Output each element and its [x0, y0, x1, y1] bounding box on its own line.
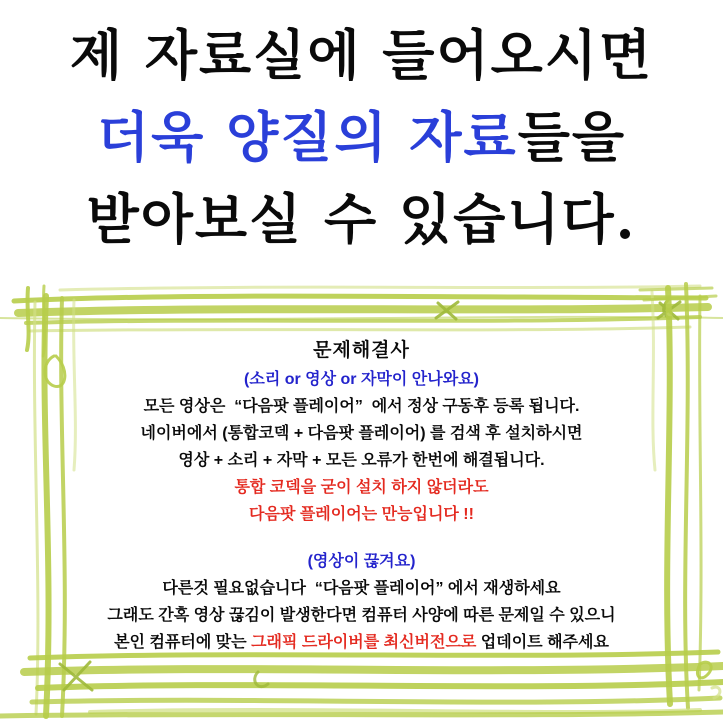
header-line-1: 제 자료실에 들어오시면	[69, 23, 654, 87]
header-line-2-black: 들을	[517, 105, 627, 169]
section2-last-line	[60, 629, 663, 656]
section-gap	[60, 528, 663, 548]
section2-subtitle: (영상이 끊겨요)	[307, 553, 416, 570]
header-line-2	[0, 96, 723, 178]
section2-line-1: 다른것 필요없습니다 “다음팟 플레이어” 에서 재생하세요	[162, 580, 561, 597]
section1-line-2: 네이버에서 (통합코덱 + 다음팟 플레이어) 를 검색 후 설치하시면	[140, 425, 583, 442]
section1-red-line-2: 다음팟 플레이어는 만능입니다 !!	[249, 506, 474, 523]
header-line-2-blue: 더욱 양질의 자료	[96, 105, 518, 169]
last-line-black-prefix: 본인 컴퓨터에 맞는	[114, 634, 252, 651]
last-line-red-emphasis: 그래픽 드라이버를 최신버전으로	[251, 634, 477, 651]
section1-line-1: 모든 영상은 “다음팟 플레이어” 에서 정상 구동후 등록 됩니다.	[143, 398, 580, 415]
section2-line-2: 그래도 간혹 영상 끊김이 발생한다면 컴퓨터 사양에 따른 문제일 수 있으니	[107, 607, 616, 624]
header-message	[0, 14, 723, 260]
section1-line-3: 영상 + 소리 + 자막 + 모든 오류가 한번에 해결됩니다.	[178, 452, 545, 469]
panel-title: 문제해결사	[313, 340, 410, 361]
section1-subtitle: (소리 or 영상 or 자막이 안나와요)	[244, 371, 479, 388]
troubleshooting-panel	[60, 336, 663, 656]
header-line-3: 받아보실 수 있습니다.	[86, 187, 637, 251]
section1-red-line-1: 통합 코덱을 굳이 설치 하지 않더라도	[234, 479, 489, 496]
last-line-black-suffix: 업데이트 해주세요	[476, 634, 609, 651]
